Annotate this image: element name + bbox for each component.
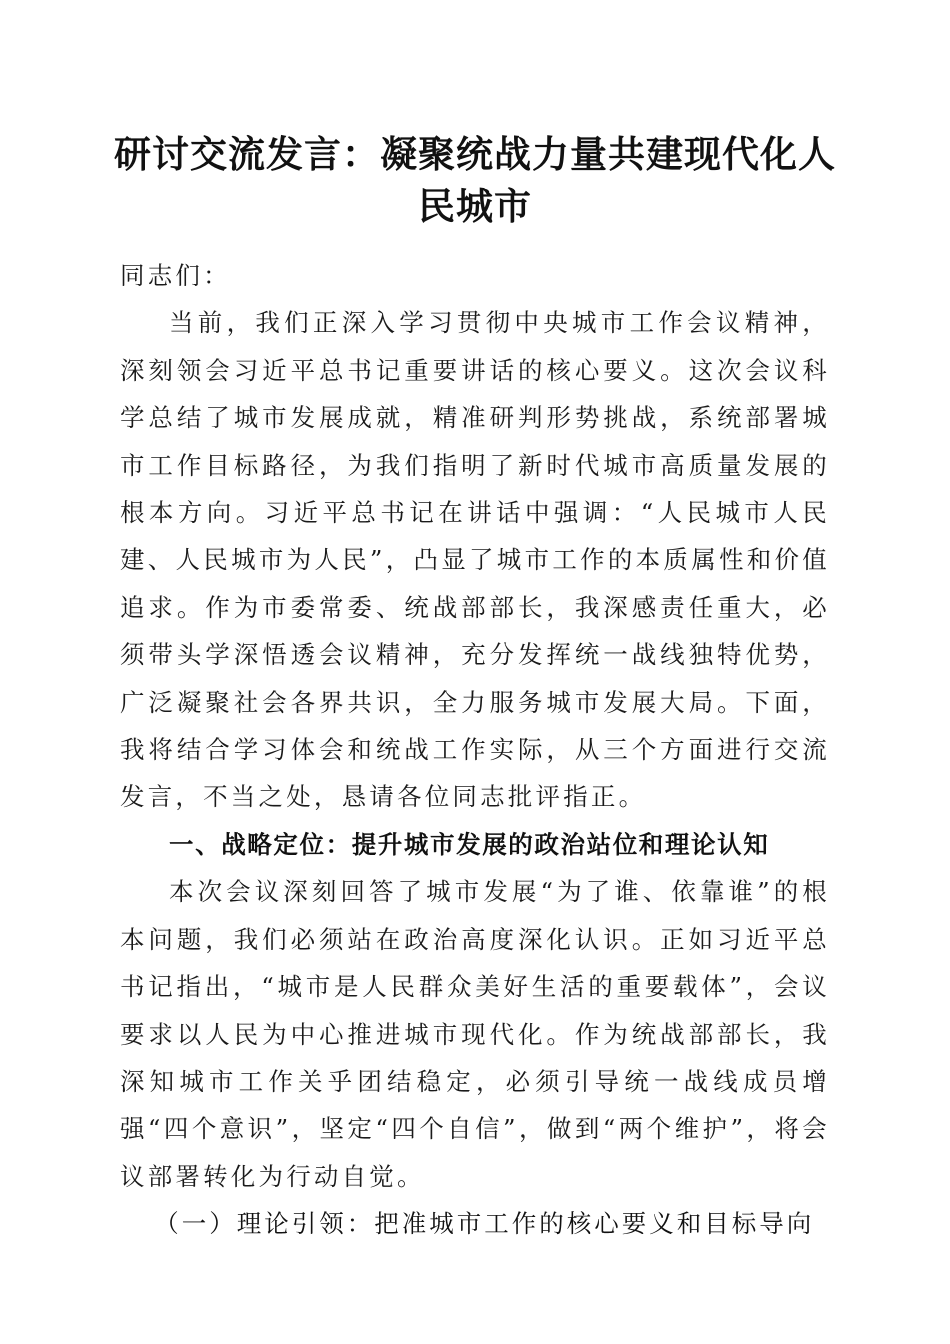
section-1-heading: 一、战略定位：提升城市发展的政治站位和理论认知 (169, 829, 770, 859)
section-1-paragraph: 本次会议深刻回答了城市发展“为了谁、依靠谁”的根本问题，我们必须站在政治高度深化认识。正如习近平总书记指出，“城市是人民群众美好生活的重要载体”，会议要求以人民为中心推进城市现代化。作为统战部部长，我深知城市工作关乎团结稳定，必须引导统一战线成员增强“四个意识”，坚定“四个自信”，做到“两个维护”，将会议部署转化为行动自觉。 (120, 877, 830, 1191)
document-body (120, 252, 830, 1248)
salutation: 同志们： (120, 261, 231, 290)
document-title: 研讨交流发言：凝聚统战力量共建现代化人民城市 (114, 132, 836, 228)
subsection-1-heading: （一）理论引领：把准城市工作的核心要义和目标导向 (154, 1209, 815, 1239)
intro-paragraph: 当前，我们正深入学习贯彻中央城市工作会议精神，深刻领会习近平总书记重要讲话的核心要义。这次会议科学总结了城市发展成就，精准研判形势挑战，系统部署城市工作目标路径，为我们指明了新时代城市高质量发展的根本方向。习近平总书记在讲话中强调：“人民城市人民建、人民城市为人民”，凸显了城市工作的本质属性和价值追求。作为市委常委、统战部部长，我深感责任重大，必须带头学深悟透会议精神，充分发挥统一战线独特优势，广泛凝聚社会各界共识，全力服务城市发展大局。下面，我将结合学习体会和统战工作实际，从三个方面进行交流发言，不当之处，恳请各位同志批评指正。 (120, 308, 830, 812)
